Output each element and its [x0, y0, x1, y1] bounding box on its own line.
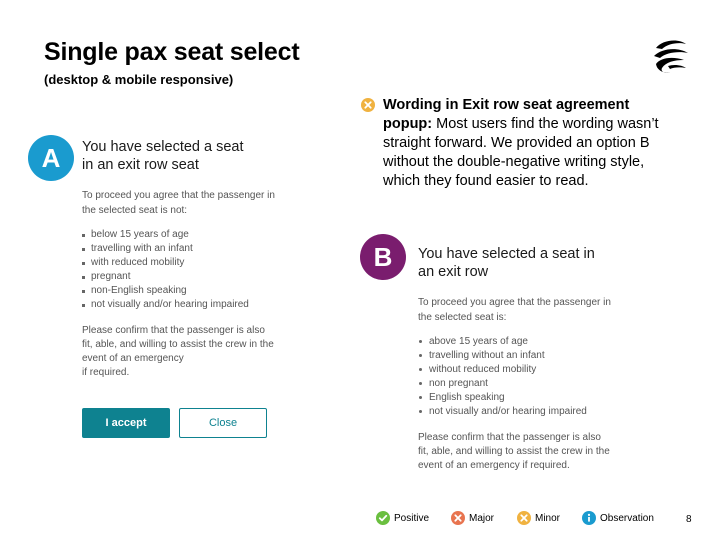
page-number: 8: [686, 514, 692, 525]
option-b-intro-line2: the selected seat is:: [418, 312, 507, 323]
list-item: above 15 years of age: [418, 335, 658, 349]
legend-observation: [582, 510, 654, 526]
option-b-conditions-list: [418, 335, 658, 419]
legend-major: [451, 510, 494, 526]
option-b-intro-line1: To proceed you agree that the passenger in: [418, 297, 611, 308]
option-a-confirm-line4: if required.: [82, 367, 130, 378]
airline-koru-logo-icon: [648, 34, 692, 78]
option-a-dialog: [82, 138, 302, 380]
positive-icon: [376, 511, 390, 525]
option-b-confirm-text: [418, 431, 658, 473]
accept-button[interactable]: I accept: [82, 408, 170, 438]
close-button[interactable]: Close: [179, 408, 267, 438]
option-a-conditions-list: [82, 228, 302, 312]
finding-body-line2: straight forward. We provided an option B: [383, 135, 650, 151]
list-item: pregnant: [82, 270, 302, 284]
list-item: non pregnant: [418, 377, 658, 391]
option-a-intro-line2: the selected seat is not:: [82, 205, 188, 216]
finding-note: [358, 96, 688, 191]
severity-legend: [0, 510, 720, 530]
list-item: not visually and/or hearing impaired: [418, 405, 658, 419]
major-icon: [451, 511, 465, 525]
finding-text: [383, 96, 688, 191]
list-item: English speaking: [418, 391, 658, 405]
option-b-confirm-line2: fit, able, and willing to assist the crew in the: [418, 446, 610, 457]
option-a-heading: [82, 138, 302, 174]
finding-title-line1: Wording in Exit row seat agreement: [383, 97, 630, 113]
option-a-intro-line1: To proceed you agree that the passenger in: [82, 190, 275, 201]
finding-body-line1: Most users find the wording wasn’t: [432, 116, 659, 132]
finding-body-line3: without the double-negative writing style,: [383, 154, 645, 170]
option-a-intro: [82, 188, 302, 218]
legend-observation-label: Observation: [600, 512, 654, 524]
slide-title: Single pax seat select: [44, 38, 300, 66]
slide-subtitle: (desktop & mobile responsive): [44, 72, 234, 87]
option-b-dialog: [418, 245, 658, 473]
option-b-confirm-line3: event of an emergency if required.: [418, 460, 570, 471]
option-a-confirm-line3: event of an emergency: [82, 353, 184, 364]
option-b-heading-line1: You have selected a seat in: [418, 246, 595, 262]
list-item: without reduced mobility: [418, 363, 658, 377]
option-a-heading-line2: in an exit row seat: [82, 157, 199, 173]
option-b-intro: [418, 295, 658, 325]
option-a-confirm-text: [82, 324, 302, 380]
minor-icon: [517, 511, 531, 525]
option-b-heading-line2: an exit row: [418, 264, 489, 280]
option-b-confirm-line1: Please confirm that the passenger is also: [418, 432, 601, 443]
minor-icon: [361, 98, 375, 112]
list-item: with reduced mobility: [82, 256, 302, 270]
list-item: not visually and/or hearing impaired: [82, 298, 302, 312]
observation-icon: [582, 511, 596, 525]
option-b-badge: B: [360, 234, 406, 280]
option-a-badge: A: [28, 135, 74, 181]
legend-positive: [376, 510, 429, 526]
finding-title-line2: popup:: [383, 116, 433, 132]
finding-body-line4: which they found easier to read.: [383, 173, 589, 189]
option-b-heading: [418, 245, 658, 281]
legend-major-label: Major: [469, 512, 495, 524]
list-item: below 15 years of age: [82, 228, 302, 242]
option-a-confirm-line1: Please confirm that the passenger is also: [82, 325, 265, 336]
option-a-heading-line1: You have selected a seat: [82, 139, 244, 155]
legend-positive-label: Positive: [394, 512, 430, 524]
list-item: non-English speaking: [82, 284, 302, 298]
list-item: travelling without an infant: [418, 349, 658, 363]
list-item: travelling with an infant: [82, 242, 302, 256]
legend-minor: [517, 510, 560, 526]
option-a-confirm-line2: fit, able, and willing to assist the crew in the: [82, 339, 274, 350]
legend-minor-label: Minor: [535, 512, 561, 524]
